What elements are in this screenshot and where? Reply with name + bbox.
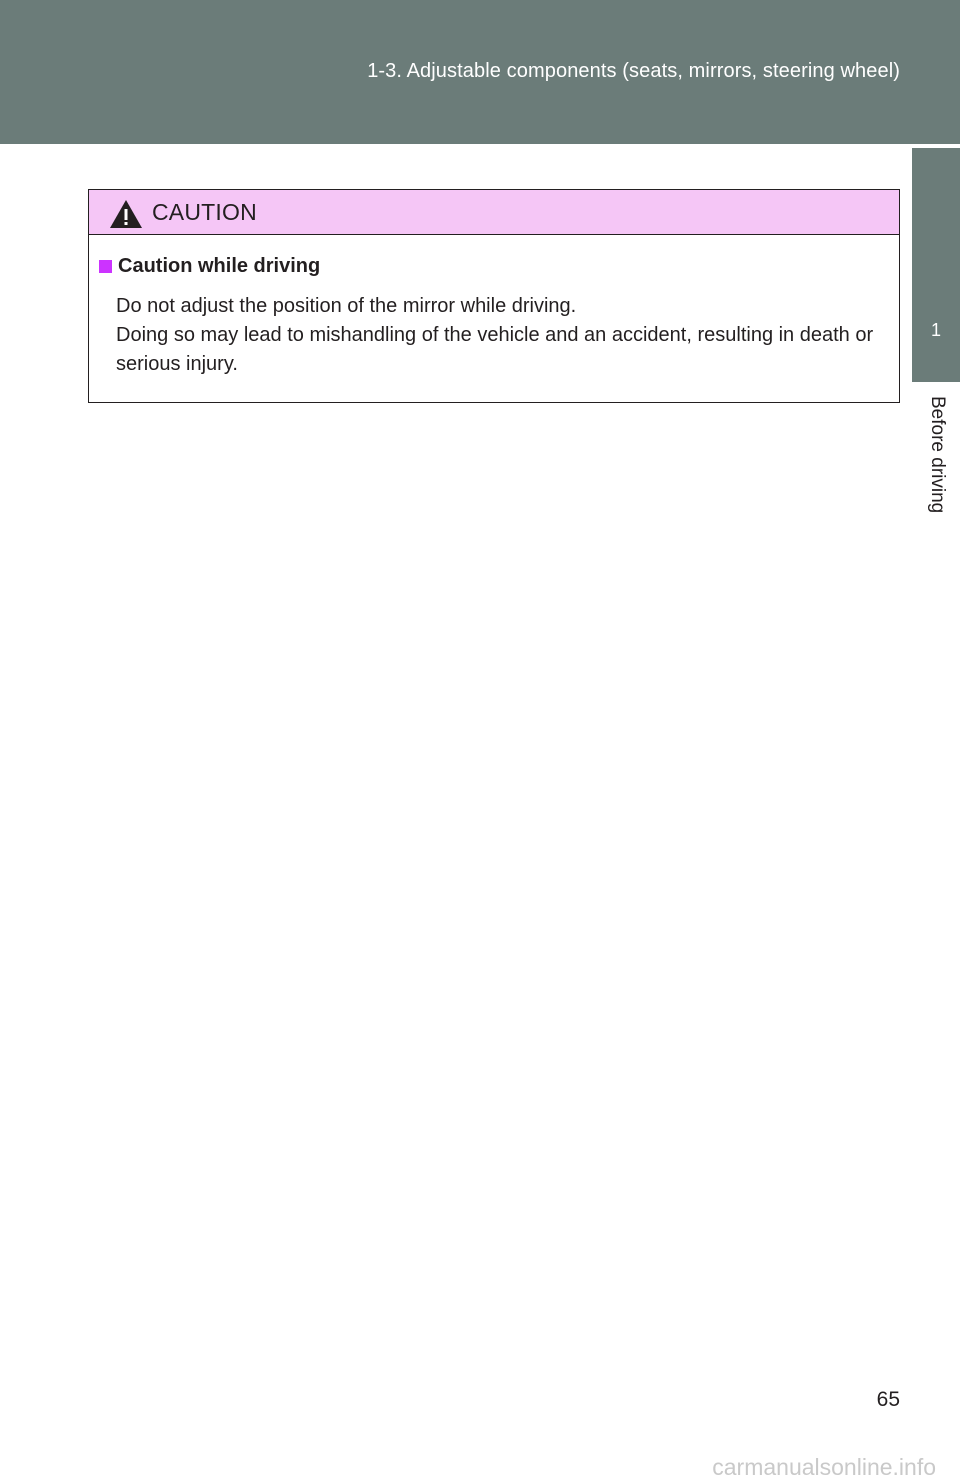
warning-triangle-icon bbox=[109, 199, 143, 229]
caution-subheading bbox=[99, 255, 320, 278]
caution-paragraph: Doing so may lead to mishandling of the vehicle and an accident, resulting in death or serious injury. bbox=[116, 324, 874, 375]
caution-subheading-text: Caution while driving bbox=[118, 255, 321, 277]
caution-header bbox=[89, 190, 899, 235]
header-band bbox=[0, 0, 960, 144]
watermark: carmanualsonline.info bbox=[712, 1454, 936, 1480]
square-bullet-icon bbox=[99, 260, 112, 273]
caution-body-text bbox=[116, 292, 896, 379]
section-title: 1-3. Adjustable components (seats, mirrors, steering wheel) bbox=[367, 60, 900, 82]
caution-title: CAUTION bbox=[152, 199, 257, 225]
caution-box bbox=[88, 189, 900, 403]
caution-paragraph: Do not adjust the position of the mirror while driving. bbox=[116, 295, 577, 317]
chapter-number-box bbox=[912, 144, 960, 382]
chapter-side-tab bbox=[912, 144, 960, 1484]
chapter-number: 1 bbox=[930, 320, 941, 340]
chapter-label: Before driving bbox=[927, 396, 948, 514]
page-number: 65 bbox=[876, 1388, 900, 1411]
